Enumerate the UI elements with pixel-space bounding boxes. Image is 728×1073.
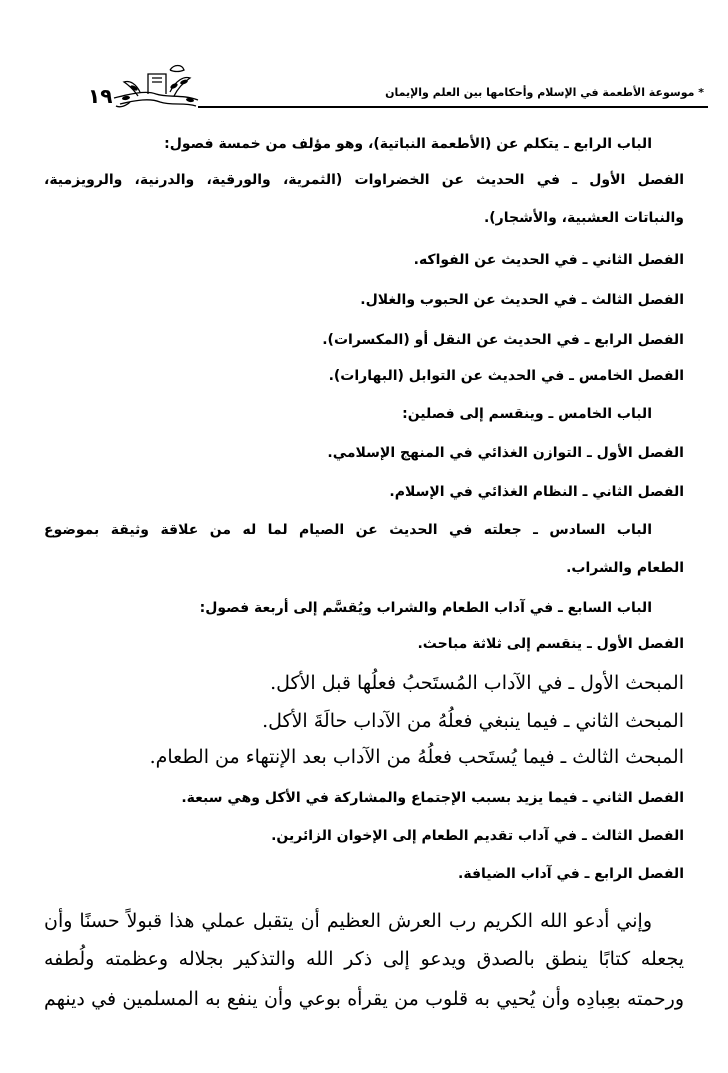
text-line: وإني أدعو الله الكريم رب العرش العظيم أن يتقبل عملي هذا قبولاً حسنًا وأن bbox=[44, 910, 652, 932]
text-line: المبحث الثالث ـ فيما يُستَحب فعلُهُ من الآداب بعد الإنتهاء من الطعام. bbox=[149, 746, 684, 768]
text-line: الفصل الرابع ـ في الحديث عن النقل أو (المكسرات). bbox=[322, 332, 684, 348]
header-divider bbox=[198, 106, 708, 108]
text-line: الباب الرابع ـ يتكلم عن (الأطعمة النباتية)، وهو مؤلف من خمسة فصول: bbox=[164, 136, 652, 152]
text-line: الفصل الأول ـ ينقسم إلى ثلاثة مباحث. bbox=[417, 636, 684, 652]
text-line: الباب الخامس ـ وينقسم إلى فصلين: bbox=[402, 406, 652, 422]
text-line: الطعام والشراب. bbox=[566, 560, 684, 576]
text-line: المبحث الثاني ـ فيما ينبغي فعلُهُ من الآداب حالَةَ الأكل. bbox=[262, 710, 684, 732]
text-line: والنباتات العشبية، والأشجار). bbox=[483, 210, 684, 226]
header-title: * موسوعة الأطعمة في الإسلام وأحكامها بين العلم والإيمان bbox=[385, 86, 704, 99]
text-line: الفصل الثاني ـ في الحديث عن الفواكه. bbox=[413, 252, 684, 268]
page-number: ١٩ bbox=[88, 84, 113, 108]
text-line: الفصل الأول ـ في الحديث عن الخضراوات (الثمرية، والورقية، والدرنية، والرويزمية، bbox=[44, 172, 684, 188]
text-line: الفصل الثاني ـ فيما يزيد بسبب الإجتماع والمشاركة في الأكل وهي سبعة. bbox=[181, 790, 684, 806]
floral-ornament-icon bbox=[110, 64, 202, 110]
text-line: ورحمته بعِبادِه وأن يُحيي به قلوب من يقرأه بوعي وأن ينفع به المسلمين في دينهم bbox=[44, 988, 684, 1010]
text-line: الفصل الرابع ـ في آداب الضيافة. bbox=[458, 866, 684, 882]
text-line: الفصل الثالث ـ في آداب تقديم الطعام إلى الإخوان الزائرين. bbox=[271, 828, 684, 844]
text-line: الفصل الخامس ـ في الحديث عن التوابل (البهارات). bbox=[328, 368, 684, 384]
text-line: الباب السادس ـ جعلته في الحديث عن الصيام لما له من علاقة وثيقة بموضوع bbox=[44, 522, 652, 538]
text-line: الفصل الثاني ـ النظام الغذائي في الإسلام. bbox=[389, 484, 684, 500]
text-line: الفصل الأول ـ التوازن الغذائي في المنهج الإسلامي. bbox=[327, 445, 684, 461]
text-line: يجعله كتابًا ينطق بالصدق ويدعو إلى ذكر الله والتذكير بجلاله وعظمته ولُطفه bbox=[44, 948, 684, 970]
text-line: الفصل الثالث ـ في الحديث عن الحبوب والغلال. bbox=[360, 292, 684, 308]
running-header bbox=[88, 78, 708, 114]
text-line: المبحث الأول ـ في الآداب المُستَحبُ فعلُها قبل الأكل. bbox=[270, 672, 684, 694]
text-line: الباب السابع ـ في آداب الطعام والشراب ويُقسَّم إلى أربعة فصول: bbox=[199, 600, 652, 616]
